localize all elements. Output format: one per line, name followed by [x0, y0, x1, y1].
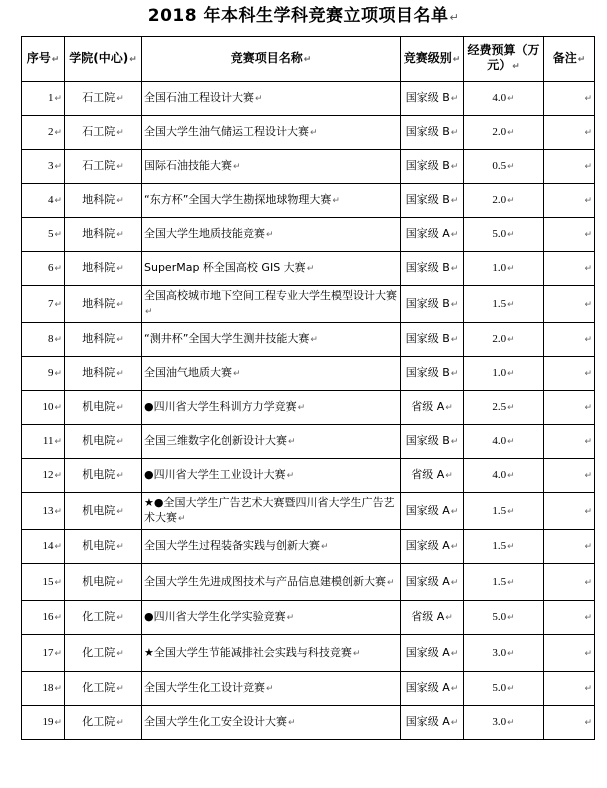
cell-college: 地科院↵ [65, 184, 142, 218]
paragraph-mark-icon: ↵ [450, 648, 459, 659]
cell-budget: 1.0↵ [464, 357, 544, 391]
table-row [22, 706, 595, 740]
paragraph-mark-icon: ↵ [54, 263, 62, 273]
paragraph-mark-icon: ↵ [288, 718, 296, 728]
cell-competition-name: ●四川省大学生工业设计大赛↵ [142, 459, 401, 493]
cell-index: 13↵ [22, 493, 65, 530]
table-row [22, 391, 595, 425]
cell-college: 化工院↵ [65, 635, 142, 672]
paragraph-mark-icon: ↵ [54, 436, 62, 446]
paragraph-mark-icon: ↵ [450, 196, 459, 206]
table-row [22, 252, 595, 286]
paragraph-mark-icon: ↵ [584, 94, 592, 104]
cell-note [544, 601, 595, 635]
header-name: 竞赛项目名称↵ [142, 37, 401, 82]
cell-competition-name: 全国油气地质大赛↵ [142, 357, 401, 391]
paragraph-mark-icon: ↵ [116, 648, 124, 659]
paragraph-mark-icon: ↵ [507, 93, 515, 103]
cell-college: 石工院↵ [65, 150, 142, 184]
cell-index: 11↵ [22, 425, 65, 459]
paragraph-mark-icon: ↵ [54, 470, 62, 480]
paragraph-mark-icon: ↵ [288, 437, 296, 447]
table-body [22, 82, 595, 740]
cell-note [544, 252, 595, 286]
cell-note [544, 323, 595, 357]
cell-level: 国家级 A↵ [401, 493, 464, 530]
table-row [22, 82, 595, 116]
paragraph-mark-icon: ↵ [584, 264, 592, 274]
paragraph-mark-icon: ↵ [116, 718, 124, 728]
paragraph-mark-icon: ↵ [507, 717, 515, 727]
paragraph-mark-icon: ↵ [116, 264, 124, 274]
paragraph-mark-icon: ↵ [507, 368, 515, 378]
paragraph-mark-icon: ↵ [297, 403, 306, 413]
paragraph-mark-icon: ↵ [507, 334, 515, 344]
paragraph-mark-icon: ↵ [584, 613, 592, 623]
paragraph-mark-icon: ↵ [54, 402, 62, 412]
paragraph-mark-icon: ↵ [116, 577, 124, 588]
cell-competition-name: 全国大学生地质技能竞赛↵ [142, 218, 401, 252]
cell-competition-name: 全国大学生化工安全设计大赛↵ [142, 706, 401, 740]
header-note: 备注↵ [544, 37, 595, 82]
paragraph-mark-icon: ↵ [450, 369, 459, 379]
cell-college: 地科院↵ [65, 357, 142, 391]
cell-competition-name: ●四川省大学生科训方力学竞赛↵ [142, 391, 401, 425]
paragraph-mark-icon: ↵ [266, 684, 274, 694]
paragraph-mark-icon: ↵ [116, 542, 124, 552]
cell-index: 17↵ [22, 635, 65, 672]
paragraph-mark-icon: ↵ [286, 613, 295, 623]
cell-competition-name: 全国高校城市地下空间工程专业大学生模型设计大赛↵ [142, 286, 401, 323]
cell-college: 机电院↵ [65, 425, 142, 459]
paragraph-mark-icon: ↵ [507, 298, 515, 309]
cell-competition-name: ●四川省大学生化学实验竞赛↵ [142, 601, 401, 635]
paragraph-mark-icon: ↵ [116, 230, 124, 240]
paragraph-mark-icon: ↵ [387, 577, 395, 588]
paragraph-mark-icon: ↵ [286, 471, 295, 481]
table-row [22, 286, 595, 323]
cell-budget: 2.0↵ [464, 184, 544, 218]
paragraph-mark-icon: ↵ [54, 334, 62, 344]
cell-level: 国家级 B↵ [401, 425, 464, 459]
paragraph-mark-icon: ↵ [233, 162, 241, 172]
paragraph-mark-icon: ↵ [507, 195, 515, 205]
paragraph-mark-icon: ↵ [116, 128, 124, 138]
header-college: 学院(中心)↵ [65, 37, 142, 82]
cell-note [544, 635, 595, 672]
cell-budget: 4.0↵ [464, 425, 544, 459]
paragraph-mark-icon: ↵ [116, 471, 124, 481]
cell-level: 国家级 B↵ [401, 150, 464, 184]
paragraph-mark-icon: ↵ [54, 717, 62, 727]
cell-level: 省级 A↵ [401, 459, 464, 493]
cell-index: 19↵ [22, 706, 65, 740]
paragraph-mark-icon: ↵ [450, 264, 459, 274]
cell-budget: 4.0↵ [464, 82, 544, 116]
paragraph-mark-icon: ↵ [54, 612, 62, 622]
cell-competition-name: 全国石油工程设计大赛↵ [142, 82, 401, 116]
cell-note [544, 82, 595, 116]
table-row [22, 459, 595, 493]
cell-note [544, 391, 595, 425]
cell-note [544, 184, 595, 218]
cell-budget: 2.0↵ [464, 323, 544, 357]
page-title-text: 2018 年本科生学科竞赛立项项目名单 [147, 6, 449, 26]
cell-level: 国家级 B↵ [401, 357, 464, 391]
table-row [22, 425, 595, 459]
table-row [22, 635, 595, 672]
paragraph-mark-icon: ↵ [507, 263, 515, 273]
cell-college: 机电院↵ [65, 530, 142, 564]
paragraph-mark-icon: ↵ [116, 162, 124, 172]
cell-college: 机电院↵ [65, 564, 142, 601]
cell-college: 地科院↵ [65, 218, 142, 252]
cell-college: 机电院↵ [65, 459, 142, 493]
cell-index: 18↵ [22, 672, 65, 706]
paragraph-mark-icon: ↵ [54, 576, 62, 587]
cell-level: 国家级 B↵ [401, 82, 464, 116]
cell-competition-name: 全国三维数字化创新设计大赛↵ [142, 425, 401, 459]
cell-budget: 5.0↵ [464, 672, 544, 706]
paragraph-mark-icon: ↵ [450, 128, 459, 138]
cell-note [544, 150, 595, 184]
paragraph-mark-icon: ↵ [306, 264, 315, 274]
cell-budget: 0.5↵ [464, 150, 544, 184]
cell-note [544, 357, 595, 391]
table-row [22, 184, 595, 218]
paragraph-mark-icon: ↵ [507, 647, 515, 658]
cell-competition-name: ★●全国大学生广告艺术大赛暨四川省大学生广告艺术大赛↵ [142, 493, 401, 530]
cell-competition-name: 全国大学生化工设计竞赛↵ [142, 672, 401, 706]
cell-budget: 5.0↵ [464, 601, 544, 635]
cell-level: 省级 A↵ [401, 601, 464, 635]
paragraph-mark-icon: ↵ [584, 128, 592, 138]
paragraph-mark-icon: ↵ [54, 368, 62, 378]
cell-competition-name: “东方杯”全国大学生勘探地球物理大赛↵ [142, 184, 401, 218]
paragraph-mark-icon: ↵ [507, 161, 515, 171]
paragraph-mark-icon: ↵ [584, 437, 592, 447]
paragraph-mark-icon: ↵ [332, 196, 340, 206]
cell-index: 8↵ [22, 323, 65, 357]
table-row [22, 564, 595, 601]
paragraph-mark-icon: ↵ [450, 230, 459, 240]
cell-note [544, 286, 595, 323]
table-row [22, 601, 595, 635]
header-budget: 经费预算（万元）↵ [464, 37, 544, 82]
cell-index: 5↵ [22, 218, 65, 252]
paragraph-mark-icon: ↵ [450, 542, 459, 552]
cell-level: 国家级 B↵ [401, 252, 464, 286]
cell-college: 地科院↵ [65, 323, 142, 357]
paragraph-mark-icon: ↵ [450, 684, 459, 694]
cell-index: 6↵ [22, 252, 65, 286]
cell-competition-name: 全国大学生先进成图技术与产品信息建模创新大赛↵ [142, 564, 401, 601]
paragraph-mark-icon: ↵ [54, 127, 62, 137]
paragraph-mark-icon: ↵ [507, 505, 515, 516]
paragraph-mark-icon: ↵ [116, 369, 124, 379]
paragraph-mark-icon: ↵ [321, 542, 329, 552]
paragraph-mark-icon: ↵ [584, 162, 592, 172]
paragraph-mark-icon: ↵ [507, 436, 515, 446]
cell-budget: 2.5↵ [464, 391, 544, 425]
paragraph-mark-icon: ↵ [584, 471, 592, 481]
cell-college: 机电院↵ [65, 391, 142, 425]
paragraph-mark-icon: ↵ [450, 335, 459, 345]
paragraph-mark-icon: ↵ [450, 94, 459, 104]
paragraph-mark-icon: ↵ [450, 299, 459, 310]
cell-competition-name: SuperMap 杯全国高校 GIS 大赛↵ [142, 252, 401, 286]
table-row [22, 323, 595, 357]
table-row [22, 530, 595, 564]
cell-college: 地科院↵ [65, 286, 142, 323]
paragraph-mark-icon: ↵ [116, 299, 124, 310]
paragraph-mark-icon: ↵ [507, 576, 515, 587]
table-row [22, 672, 595, 706]
paragraph-mark-icon: ↵ [450, 162, 459, 172]
paragraph-mark-icon: ↵ [178, 514, 186, 524]
paragraph-mark-icon: ↵ [116, 196, 124, 206]
cell-note [544, 706, 595, 740]
cell-college: 石工院↵ [65, 82, 142, 116]
competition-table [21, 36, 595, 740]
paragraph-mark-icon: ↵ [507, 683, 515, 693]
cell-college: 化工院↵ [65, 601, 142, 635]
paragraph-mark-icon: ↵ [54, 647, 62, 658]
paragraph-mark-icon: ↵ [584, 718, 592, 728]
paragraph-mark-icon: ↵ [584, 506, 592, 517]
paragraph-mark-icon: ↵ [352, 648, 361, 659]
paragraph-mark-icon: ↵ [116, 403, 124, 413]
cell-level: 国家级 B↵ [401, 323, 464, 357]
paragraph-mark-icon: ↵ [445, 471, 453, 481]
header-index: 序号↵ [22, 37, 65, 82]
paragraph-mark-icon: ↵ [54, 298, 62, 309]
cell-competition-name: ★全国大学生节能减排社会实践与科技竞赛↵ [142, 635, 401, 672]
cell-budget: 1.0↵ [464, 252, 544, 286]
paragraph-mark-icon: ↵ [145, 307, 153, 317]
paragraph-mark-icon: ↵ [584, 335, 592, 345]
table-header-row [22, 37, 595, 82]
paragraph-mark-icon: ↵ [450, 577, 459, 588]
cell-budget: 1.5↵ [464, 564, 544, 601]
cell-level: 国家级 B↵ [401, 184, 464, 218]
table-row [22, 116, 595, 150]
paragraph-mark-icon: ↵ [54, 93, 62, 103]
cell-budget: 5.0↵ [464, 218, 544, 252]
cell-index: 12↵ [22, 459, 65, 493]
paragraph-mark-icon: ↵ [445, 613, 453, 623]
table-row [22, 218, 595, 252]
paragraph-mark-icon: ↵ [584, 542, 592, 552]
paragraph-mark-icon: ↵ [233, 369, 241, 379]
cell-index: 10↵ [22, 391, 65, 425]
cell-index: 2↵ [22, 116, 65, 150]
cell-note [544, 425, 595, 459]
cell-index: 1↵ [22, 82, 65, 116]
paragraph-mark-icon: ↵ [310, 128, 318, 138]
paragraph-mark-icon: ↵ [54, 161, 62, 171]
cell-college: 机电院↵ [65, 493, 142, 530]
cell-level: 国家级 A↵ [401, 635, 464, 672]
paragraph-mark-icon: ↵ [507, 229, 515, 239]
paragraph-mark-icon: ↵ [116, 506, 124, 517]
paragraph-mark-icon: ↵ [54, 541, 62, 551]
table-row [22, 357, 595, 391]
cell-budget: 1.5↵ [464, 493, 544, 530]
paragraph-mark-icon: ↵ [584, 403, 592, 413]
cell-budget: 3.0↵ [464, 706, 544, 740]
cell-competition-name: 全国大学生过程装备实践与创新大赛↵ [142, 530, 401, 564]
paragraph-mark-icon: ↵ [450, 506, 459, 517]
cell-college: 化工院↵ [65, 672, 142, 706]
cell-index: 4↵ [22, 184, 65, 218]
paragraph-mark-icon: ↵ [266, 230, 274, 240]
cell-index: 7↵ [22, 286, 65, 323]
cell-note [544, 116, 595, 150]
paragraph-mark-icon: ↵ [54, 229, 62, 239]
cell-note [544, 530, 595, 564]
cell-index: 15↵ [22, 564, 65, 601]
paragraph-mark-icon: ↵ [507, 402, 515, 412]
cell-index: 14↵ [22, 530, 65, 564]
paragraph-mark-icon: ↵ [54, 195, 62, 205]
cell-note [544, 672, 595, 706]
table-row [22, 150, 595, 184]
paragraph-mark-icon: ↵ [507, 612, 515, 622]
paragraph-mark-icon: ↵ [449, 11, 460, 24]
paragraph-mark-icon: ↵ [450, 437, 459, 447]
paragraph-mark-icon: ↵ [584, 648, 592, 659]
cell-budget: 1.5↵ [464, 286, 544, 323]
cell-level: 国家级 A↵ [401, 706, 464, 740]
paragraph-mark-icon: ↵ [584, 684, 592, 694]
paragraph-mark-icon: ↵ [116, 613, 124, 623]
cell-level: 国家级 B↵ [401, 116, 464, 150]
cell-note [544, 459, 595, 493]
cell-level: 省级 A↵ [401, 391, 464, 425]
cell-note [544, 564, 595, 601]
cell-competition-name: 国际石油技能大赛↵ [142, 150, 401, 184]
paragraph-mark-icon: ↵ [255, 94, 263, 104]
cell-competition-name: 全国大学生油气储运工程设计大赛↵ [142, 116, 401, 150]
paragraph-mark-icon: ↵ [116, 684, 124, 694]
cell-college: 地科院↵ [65, 252, 142, 286]
paragraph-mark-icon: ↵ [584, 577, 592, 588]
cell-level: 国家级 A↵ [401, 564, 464, 601]
paragraph-mark-icon: ↵ [116, 335, 124, 345]
cell-level: 国家级 B↵ [401, 286, 464, 323]
paragraph-mark-icon: ↵ [584, 196, 592, 206]
page-title [0, 4, 607, 30]
paragraph-mark-icon: ↵ [450, 718, 459, 728]
paragraph-mark-icon: ↵ [445, 403, 453, 413]
paragraph-mark-icon: ↵ [507, 127, 515, 137]
cell-note [544, 493, 595, 530]
paragraph-mark-icon: ↵ [116, 437, 124, 447]
paragraph-mark-icon: ↵ [507, 470, 515, 480]
cell-budget: 4.0↵ [464, 459, 544, 493]
table-row [22, 493, 595, 530]
paragraph-mark-icon: ↵ [116, 94, 124, 104]
cell-budget: 2.0↵ [464, 116, 544, 150]
cell-index: 3↵ [22, 150, 65, 184]
paragraph-mark-icon: ↵ [54, 505, 62, 516]
cell-index: 16↵ [22, 601, 65, 635]
header-level: 竞赛级别↵ [401, 37, 464, 82]
cell-college: 化工院↵ [65, 706, 142, 740]
cell-note [544, 218, 595, 252]
paragraph-mark-icon: ↵ [310, 335, 318, 345]
paragraph-mark-icon: ↵ [507, 541, 515, 551]
paragraph-mark-icon: ↵ [584, 230, 592, 240]
cell-competition-name: “测井杯”全国大学生测井技能大赛↵ [142, 323, 401, 357]
paragraph-mark-icon: ↵ [54, 683, 62, 693]
paragraph-mark-icon: ↵ [584, 369, 592, 379]
cell-level: 国家级 A↵ [401, 530, 464, 564]
cell-budget: 1.5↵ [464, 530, 544, 564]
cell-level: 国家级 A↵ [401, 672, 464, 706]
cell-index: 9↵ [22, 357, 65, 391]
cell-budget: 3.0↵ [464, 635, 544, 672]
cell-college: 石工院↵ [65, 116, 142, 150]
paragraph-mark-icon: ↵ [584, 299, 592, 310]
cell-level: 国家级 A↵ [401, 218, 464, 252]
